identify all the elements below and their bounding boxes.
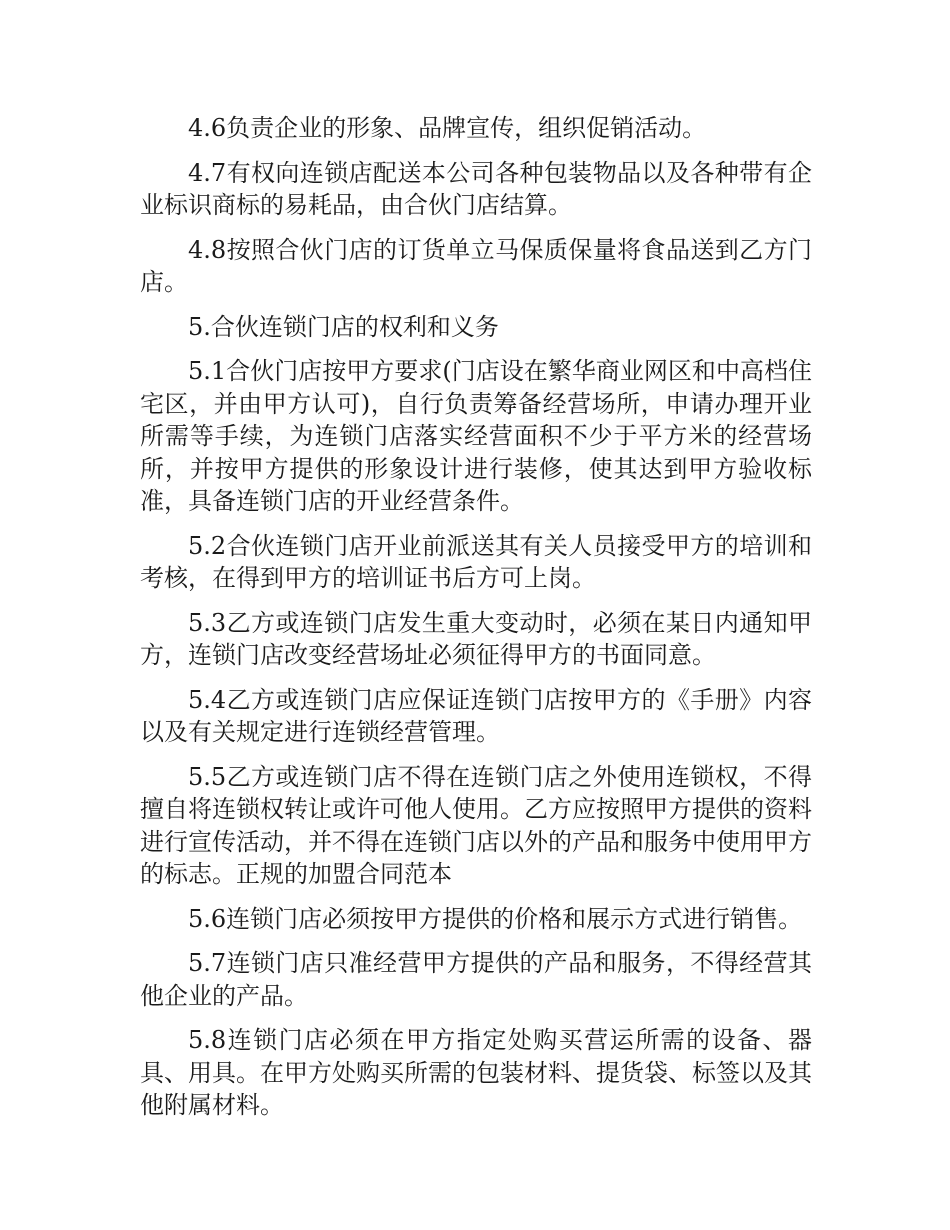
paragraph-5-8: 5.8连锁门店必须在甲方指定处购买营运所需的设备、器具、用具。在甲方处购买所需的包装材料、提货袋、标签以及其他附属材料。 [140,1026,812,1119]
paragraph-4-7: 4.7有权向连锁店配送本公司各种包装物品以及各种带有企业标识商标的易耗品，由合伙门店结算。 [140,158,812,219]
paragraph-5-6: 5.6连锁门店必须按甲方提供的价格和展示方式进行销售。 [188,904,803,933]
paragraph-5-2: 5.2合伙连锁门店开业前派送其有关人员接受甲方的培训和考核，在得到甲方的培训证书后方可上岗。 [140,531,812,592]
paragraph-5-5: 5.5乙方或连锁门店不得在连锁门店之外使用连锁权，不得擅自将连锁权转让或许可他人使用。乙方应按照甲方提供的资料进行宣传活动，并不得在连锁门店以外的产品和服务中使用甲方的标志。正规的加盟合同范本 [140,762,812,888]
paragraph-4-6: 4.6负责企业的形象、品牌宣传，组织促销活动。 [188,114,707,142]
paragraph-5-1: 5.1合伙门店按甲方要求(门店设在繁华商业网区和中高档住宅区，并由甲方认可)，自行负责筹备经营场所，申请办理开业所需等手续，为连锁门店落实经营面积不少于平方米的经营场所，并按甲方提供的形象设计进行装修，使其达到甲方验收标准，具备连锁门店的开业经营条件。 [140,357,812,515]
paragraph-5-7: 5.7连锁门店只准经营甲方提供的产品和服务，不得经营其他企业的产品。 [140,949,812,1010]
paragraph-5-4: 5.4乙方或连锁门店应保证连锁门店按甲方的《手册》内容以及有关规定进行连锁经营管理。 [140,685,812,746]
document-body [140,112,812,1134]
paragraph-5-3: 5.3乙方或连锁门店发生重大变动时，必须在某日内通知甲方，连锁门店改变经营场址必须征得甲方的书面同意。 [140,608,812,669]
section-heading-5: 5.合伙连锁门店的权利和义务 [188,312,499,341]
paragraph-4-8: 4.8按照合伙门店的订货单立马保质保量将食品送到乙方门店。 [140,235,812,296]
